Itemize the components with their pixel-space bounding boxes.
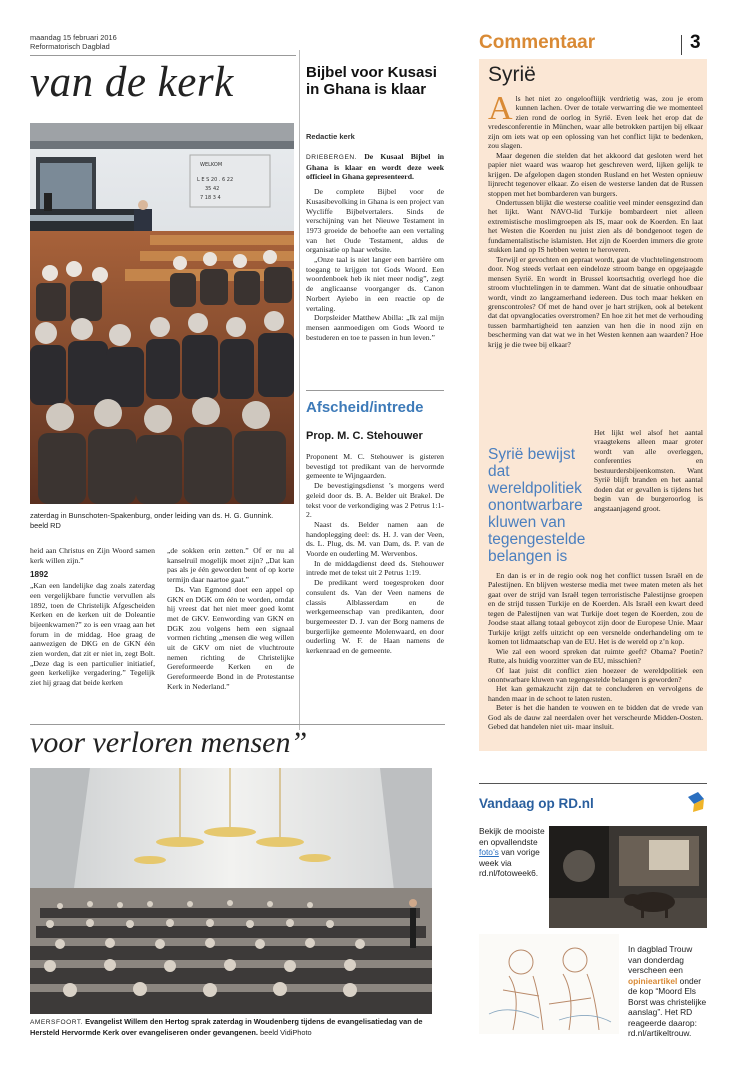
illustration-sketch	[479, 934, 619, 1034]
paragraph: In de middagdienst deed ds. Stehouwer intrede met de tekst uit 2 Petrus 1:19.	[306, 558, 444, 578]
left-article-col1	[30, 546, 155, 688]
paragraph: „Kan een landelijke dag zoals zaterdag een vergelijkbare functie vervullen als 1892, toen de Christelijk Afgescheiden Kerken en de kerken uit de Doleantie bijeenkwamen?” zo is een vraag aan het forum in de middag. Hoe graag de aanwezigen de DKG en de GKN één zien worden, dat zit er niet in, zegt Bolt. „Deze dag is een particulier initiatief, geen kerkelijke vergadering.” Tegelijk ziet hij graag dat beide kerken	[30, 581, 155, 688]
svg-text:7 18 3 4: 7 18 3 4	[200, 195, 221, 201]
paragraph: Het lijkt wel alsof het aantal vraagtekens alleen maar groter wordt van alle overleggen, conferenties en bestuurdersbijeenkomsten. Want Syrië blijft branden en het aantal doden dat er gevallen is tijdens het begin van de burgeroorlog is angstaanjagend groot.	[594, 428, 703, 513]
divider	[306, 390, 444, 391]
divider	[30, 55, 296, 56]
paragraph: En dan is er in de regio ook nog het conflict tussen Israël en de Palestijnen. En blijven westerse media met twee maten meten als het gaat over de strijd van Israël tegen terroristische Palestijnse groepen en de strijd tussen Turkije en de Koerden. Als Israël een kwart deed tegen de Palestijnen van wat Turkije doet tegen de Koerden, zou de Joodse staat allang totaal geboycot zijn door de Europese Unie. Maar Turkije krijgt zelfs uitzicht op een versnelde onderhandeling om te komen tot lidmaatschap van de EU. Het is de wereld op z’n kop.	[488, 571, 703, 647]
paragraph: Beter is het die handen te vouwen en te bidden dat de vrede van God als de dauw zal neerdalen over het verscheurde Midden-Oosten. Gebed dat handelen niet uit- maar insluit.	[488, 703, 703, 732]
paragraph: Maar degenen die stelden dat het akkoord dat gesloten werd het papier niet waard was waarop het geschreven werd, lijken gelijk te krijgen. De afgelopen dagen stonden Rusland en het Westen opnieuw lijnrecht tegenover elkaar. Zo eisen de westerse landen dat de Russen stoppen met het bombarderen van burgers.	[488, 150, 703, 198]
page-number: 3	[690, 32, 701, 53]
masthead-date: maandag 15 februari 2016	[30, 33, 117, 42]
section-title-left: van de kerk	[30, 59, 234, 106]
column-rule	[299, 50, 300, 730]
article-byline: Redactie kerk	[306, 132, 355, 141]
paragraph: De complete Bijbel voor de Kusasibevolking in Ghana is een project van Wycliffe Bijbelvertalers. Sinds de verschijning van het Nieuwe Testament in 1973 groeide de behoefte aan een vertaling van het Oude Testament, aldus de organisatie op haar website.	[306, 187, 444, 255]
rd-item1-text-b: van vorige week via rd.nl/fotoweek6.	[479, 847, 540, 878]
rd-item2-text: In dagblad Trouw van donderdag verscheen een	[628, 944, 693, 975]
dateline: DRIEBERGEN.	[306, 154, 357, 161]
paragraph: Ds. Van Egmond doet een appel op GKN en DGK om één te worden, omdat hij vreest dat het niet meer goed komt met de GKV. Eenwording van GKN en DGK zou volgens hem een signaal vormen richting „mensen die weg willen uit de GKV om niet de vluchtroute nemen richting de Christelijke Gereformeerde Kerken en de Gereformeerde Bond in de Protestantse Kerk in Nederland.”	[167, 584, 294, 691]
photos-link[interactable]: foto’s	[479, 847, 499, 857]
commentary-side-body	[594, 428, 703, 513]
divider	[479, 783, 707, 784]
masthead	[30, 33, 117, 51]
commentary-top-body	[488, 90, 703, 349]
divider	[681, 35, 682, 55]
paragraph: Naast ds. Belder namen aan de handoplegging deel: ds. H. J. van der Veen, ds. L. Plug, ds. M. van Dam, ds. P. van de Voorde en ouderling M. Wervenbos.	[306, 519, 444, 559]
photo2-credit: beeld VidiPhoto	[260, 1027, 312, 1037]
section-commentaar: Commentaar	[479, 32, 596, 53]
section-title-bottom: voor verloren mensen”	[30, 726, 308, 759]
rd-promo-item1[interactable]	[479, 826, 547, 879]
section-afscheid-intrede: Afscheid/intrede	[306, 399, 424, 416]
subheading: 1892	[30, 570, 49, 580]
paragraph: Proponent M. C. Stehouwer is gisteren bevestigd tot predikant van de hervormde gemeente te Wijngaarden.	[306, 452, 444, 481]
paragraph: Ondertussen blijkt die westerse coalitie veel minder eensgezind dan het lijkt. Want NAVO-lid Turkije bombardeert niet alleen extremistische moslimgroepen als IS, maar ook de Koerden. En laat het Westen die Koerden nu juist zien als dé bondgenoot tegen de fundamentalistische islamisten. Het zijn de Koerden immers die grote stukken land op IS hebben weten te heroveren.	[488, 197, 703, 255]
rd-item2-text-b: onder de kop “Moord Els Borst was christelijke aanslag”. Het RD reageerde daarop: rd.nl/artikeltrouw.	[628, 975, 707, 1038]
photo1-caption-text: zaterdag in Bunschoten-Spakenburg, onder leiding van ds. H. G. Gunnink.	[30, 511, 274, 520]
paragraph: Wie zal een woord spreken dat ruimte geeft? Obama? Poetin? Rutte, als huidig voorzitter van de EU, misschien?	[488, 646, 703, 666]
stehouwer-article-body	[306, 452, 444, 656]
paragraph: heid aan Christus en Zijn Woord samen kerk willen zijn.”	[30, 546, 155, 565]
paragraph: Dorpsleider Matthew Abilla: „Ik zal mijn mensen aanmoedigen om Gods Woord te bestuderen en toe te passen in hun leven.”	[306, 313, 444, 342]
paragraph: Terwijl er gevochten en gepraat wordt, gaat de vluchtelingenstroom door. Nog steeds verlaat een eindeloze stroom bange en opgejaagde mensen Syrië. En wordt in Brussel koortsachtig overlegd hoe die stroom vluchtelingen in te dammen. Want dat de situatie onhoudbaar wordt, vindt zo langzamerhand iedereen. Dus toch maar hekken en grenscontroles? Of met de hand over je hart strijken, ook al betekent dat dat opvanglocaties overstromen? En hoe zit het met de verhouding tussen barmhartigheid ten aanzien van hen die in nood zijn en bescherming van dat wat we in het Westen kennen aan waarden? Hoe krijg je die twee bij elkaar?	[488, 254, 703, 349]
pull-quote: Syrië bewijst dat wereldpolitiek onontwarbare kluwen van tegengestelde belangen is	[488, 446, 586, 565]
rd-logo-icon	[686, 791, 706, 813]
photo1-credit: beeld RD	[30, 520, 61, 530]
photo1-caption	[30, 511, 294, 530]
paragraph: De predikant werd toegesproken door consulent ds. Van der Veen namens de classis Alblasserdam en de werkgemeenschap van predikanten, door burgemeester D. J. van der Borg namens de burgerlijke gemeente Molenwaard, en door ouderling W. F. de Haan namens de kerkenraad en de gemeente.	[306, 578, 444, 656]
opinion-article-link[interactable]: opinieartikel	[628, 975, 678, 986]
rd-promo-title: Vandaag op RD.nl	[479, 796, 594, 811]
paragraph: De bevestigingsdienst ’s morgens werd geleid door ds. B. A. Belder uit Brakel. De tekst voor de verkondiging was 2 Petrus 1:1-2.	[306, 481, 444, 520]
kusasi-article-body	[306, 152, 444, 342]
paragraph: Of laat juist dit conflict zien hoezeer de wereldpolitiek een onontwarbare kluwen van tegengestelde belangen is geworden?	[488, 665, 703, 684]
photo2-place: AMERSFOORT.	[30, 1019, 84, 1026]
paragraph: „de sokken erin zetten.” Of er nu al kanselruil mogelijk moet zijn? „Dat kan pas als je één geworden bent of op korte termijn daar naartoe gaat.”	[167, 546, 294, 585]
photo-wild-boar	[549, 826, 707, 928]
rd-promo-item2[interactable]	[628, 944, 708, 1039]
left-article-col2	[167, 546, 294, 692]
photo2-caption-text: Evangelist Willem den Hertog sprak zaterdag in Woudenberg tijdens de evangelisatiedag van de Hersteld Hervormde Kerk over evangeliseren onder gevangenen.	[30, 1017, 423, 1037]
divider	[30, 724, 445, 725]
paragraph: ls het niet zo ongeloofliijk verdrietig was, zou je erom kunnen lachen. Over de totale verwarring die we momenteel zien rond de oorlog in Syrië. Even leek het erop dat de vredesconferentie in München, waar alle betrokken partijen bij elkaar zijn om iets wat op een oplossing van het conflict lijkt te bedenken, zou slagen.	[488, 94, 703, 151]
svg-text:L E S 20 . 6 22: L E S 20 . 6 22	[197, 177, 234, 183]
masthead-paper: Reformatorisch Dagblad	[30, 42, 110, 51]
photo-church-audience	[30, 123, 294, 504]
lead: De Kusaal Bijbel in Ghana is klaar en wordt deze week officieel in Ghana gepresenteerd.	[306, 152, 445, 182]
svg-text:WELKOM: WELKOM	[200, 162, 223, 168]
svg-text:35 42: 35 42	[205, 186, 220, 192]
commentary-title: Syrië	[488, 63, 536, 86]
article-headline-kusasi: Bijbel voor Kusasi in Ghana is klaar	[306, 64, 437, 98]
photo-evangelisation-day	[30, 768, 432, 1014]
rd-item1-text: Bekijk de mooiste en opvallendste	[479, 826, 545, 847]
article-headline-stehouwer: Prop. M. C. Stehouwer	[306, 430, 423, 442]
dropcap: A	[488, 90, 513, 127]
commentary-bottom-body	[488, 571, 703, 732]
paragraph: „Onze taal is niet langer een barrière om toegang te krijgen tot Gods Woord. Een woordenboek heb ik niet meer nodig”, zegt de anglicaanse voorganger ds. Canon Norbert Ayiebo in een reactie op de vertaling.	[306, 255, 444, 313]
paragraph: Het kan gemakzucht zijn dat te concluderen en vervolgens de handen maar in de schoot te laten rusten.	[488, 684, 703, 703]
photo2-caption	[30, 1017, 434, 1037]
